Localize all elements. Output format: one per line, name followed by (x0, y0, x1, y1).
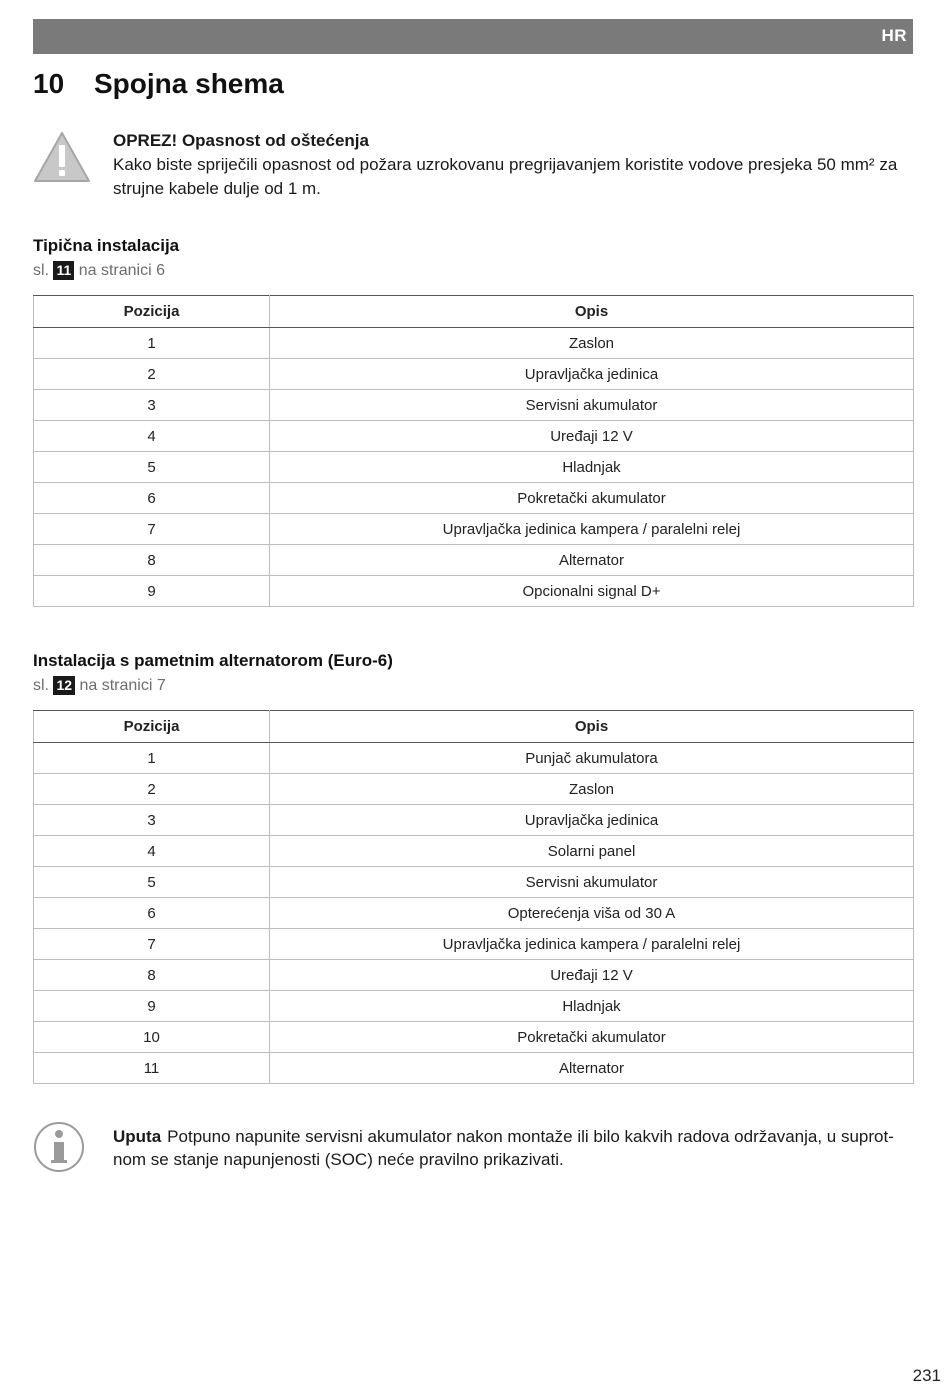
reference-prefix: sl. (33, 677, 49, 694)
smart-section-title: Instalacija s pametnim alternatorom (Euro-6) (33, 651, 393, 670)
column-header-position: Pozicija (34, 711, 270, 743)
caution-title: OPREZ! Opasnost od oštećenja (113, 131, 369, 150)
position-cell: 5 (34, 867, 270, 898)
position-cell: 2 (34, 359, 270, 390)
position-cell: 9 (34, 991, 270, 1022)
table-row (34, 1053, 914, 1084)
caution-block (113, 129, 913, 201)
description-cell: Uređaji 12 V (270, 960, 914, 991)
description-cell: Upravljačka jedinica (270, 359, 914, 390)
description-cell: Alternator (270, 545, 914, 576)
table-row (34, 514, 914, 545)
description-cell: Solarni panel (270, 836, 914, 867)
description-cell: Upravljačka jedinica kampera / paralelni relej (270, 514, 914, 545)
reference-suffix: na stranici 6 (78, 262, 165, 279)
position-cell: 11 (34, 1053, 270, 1084)
table-row (34, 929, 914, 960)
position-cell: 3 (34, 390, 270, 421)
reference-suffix: na stranici 7 (79, 677, 166, 694)
table-row (34, 483, 914, 514)
typical-installation-table (33, 295, 914, 607)
position-cell: 5 (34, 452, 270, 483)
smart-alternator-table (33, 710, 914, 1084)
table-row (34, 452, 914, 483)
table-row (34, 359, 914, 390)
reference-prefix: sl. (33, 262, 49, 279)
table-row (34, 836, 914, 867)
description-cell: Hladnjak (270, 452, 914, 483)
chapter-heading (33, 68, 284, 100)
description-cell: Servisni akumulator (270, 867, 914, 898)
table-row (34, 743, 914, 774)
description-cell: Hladnjak (270, 991, 914, 1022)
column-header-description: Opis (270, 711, 914, 743)
note-block (113, 1125, 913, 1171)
position-cell: 4 (34, 421, 270, 452)
position-cell: 4 (34, 836, 270, 867)
position-cell: 7 (34, 929, 270, 960)
table-header-row (34, 296, 914, 328)
table-header-row (34, 711, 914, 743)
description-cell: Upravljačka jedinica (270, 805, 914, 836)
table-row (34, 1022, 914, 1053)
smart-figure-reference (33, 676, 166, 695)
warning-icon (33, 131, 91, 183)
description-cell: Punjač akumulatora (270, 743, 914, 774)
description-cell: Opcionalni signal D+ (270, 576, 914, 607)
figure-number-badge: 11 (53, 261, 74, 280)
position-cell: 9 (34, 576, 270, 607)
description-cell: Zaslon (270, 774, 914, 805)
position-cell: 10 (34, 1022, 270, 1053)
description-cell: Opterećenja viša od 30 A (270, 898, 914, 929)
column-header-description: Opis (270, 296, 914, 328)
position-cell: 6 (34, 483, 270, 514)
description-cell: Upravljačka jedinica kampera / paralelni relej (270, 929, 914, 960)
position-cell: 7 (34, 514, 270, 545)
table-row (34, 898, 914, 929)
description-cell: Alternator (270, 1053, 914, 1084)
table-row (34, 960, 914, 991)
position-cell: 2 (34, 774, 270, 805)
position-cell: 3 (34, 805, 270, 836)
note-label: Uputa (113, 1127, 162, 1146)
table-row (34, 991, 914, 1022)
table-row (34, 867, 914, 898)
column-header-position: Pozicija (34, 296, 270, 328)
table-row (34, 390, 914, 421)
table-row (34, 805, 914, 836)
chapter-number: 10 (33, 68, 65, 99)
page-number: 231 (912, 1366, 941, 1385)
language-label: HR (881, 26, 907, 45)
table-row (34, 545, 914, 576)
position-cell: 8 (34, 960, 270, 991)
figure-number-badge: 12 (53, 676, 75, 695)
description-cell: Pokretački akumulator (270, 1022, 914, 1053)
position-cell: 1 (34, 743, 270, 774)
description-cell: Uređaji 12 V (270, 421, 914, 452)
header-bar (33, 19, 913, 54)
position-cell: 8 (34, 545, 270, 576)
typical-figure-reference (33, 261, 165, 280)
table-row (34, 774, 914, 805)
description-cell: Zaslon (270, 328, 914, 359)
table-row (34, 576, 914, 607)
position-cell: 1 (34, 328, 270, 359)
description-cell: Pokretački akumulator (270, 483, 914, 514)
note-text: Potpuno napunite servisni akumulator nakon montaže ili bilo kakvih radova održavanja, u suprot-nom se stanje napunjenosti (SOC) neće pravilno prikazivati. (113, 1127, 894, 1169)
table-row (34, 328, 914, 359)
position-cell: 6 (34, 898, 270, 929)
typical-section-title: Tipična instalacija (33, 236, 180, 255)
caution-text: Kako biste spriječili opasnost od požara uzrokovanu pregrijavanjem koristite vodove presjeka 50 mm² za strujne kabele dulje od 1 m. (113, 155, 898, 198)
chapter-title: Spojna shema (94, 68, 284, 99)
description-cell: Servisni akumulator (270, 390, 914, 421)
info-icon (33, 1121, 85, 1173)
table-row (34, 421, 914, 452)
